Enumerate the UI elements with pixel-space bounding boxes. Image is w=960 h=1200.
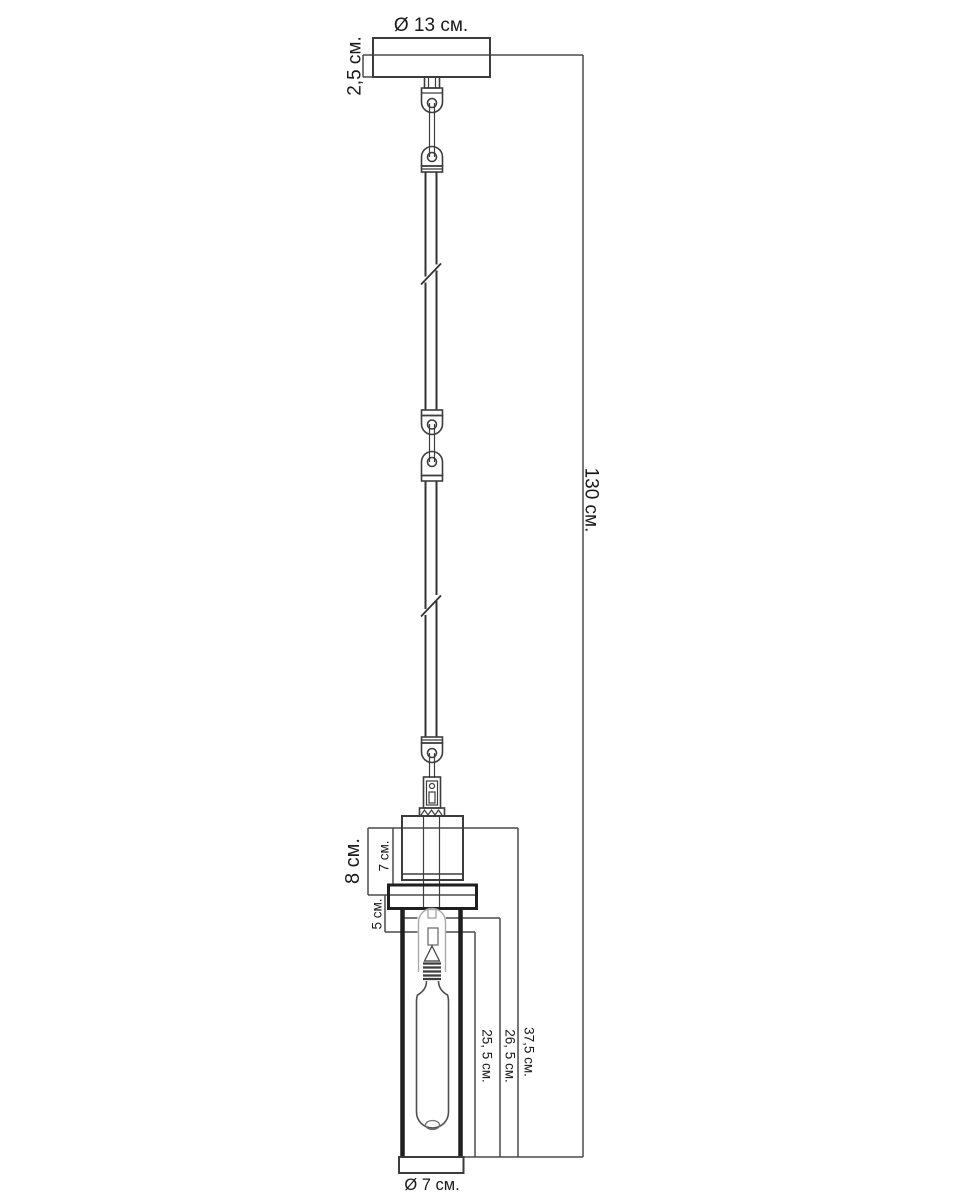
dim-label-neck-height: 5 см. (369, 898, 385, 930)
pivot-pin-icon (428, 420, 437, 429)
clevis-upper (422, 88, 443, 113)
canopy-flange (389, 885, 477, 909)
dim-label-suspension-length: 130 см. (580, 467, 602, 533)
lamp-canopy (402, 816, 463, 908)
lamp-socket-holder (419, 909, 446, 980)
dim-label-shade-diameter: Ø 7 см. (404, 1176, 460, 1194)
dim-label-glass-full-height: 26, 5 см. (502, 1029, 518, 1083)
ceiling-plate (373, 38, 490, 77)
light-bulb (417, 981, 449, 1130)
clevis-upper (422, 743, 443, 763)
bottom-swivel-joint (422, 737, 443, 778)
dim-label-canopy-height: 2,5 см. (344, 36, 366, 96)
socket-body (428, 928, 438, 945)
pivot-pin-icon (428, 99, 437, 108)
bulb-outline (417, 981, 449, 1128)
dim-label-cap-height: 8 см. (342, 838, 364, 884)
wire-entry (428, 910, 436, 919)
dim-label-canopy-diameter: Ø 13 см. (393, 15, 469, 36)
dim-label-glass-height: 25, 5 см. (479, 1029, 495, 1083)
canopy-outline (402, 816, 463, 880)
dim-label-body-height: 37,5 см. (521, 1027, 537, 1077)
ceiling-plate-outline (373, 38, 490, 77)
dimension-labels (342, 15, 601, 1194)
middle-swivel-joint (422, 410, 443, 481)
dim-label-cap-visible-height: 7 см. (376, 840, 392, 872)
socket-thread (423, 964, 441, 980)
socket-cone (425, 946, 440, 961)
pivot-pin-icon (428, 458, 437, 467)
pivot-pin-icon (428, 749, 437, 758)
clevis-lower (422, 147, 443, 167)
shade-bottom-cap (399, 1157, 464, 1173)
dimension-lines (363, 55, 583, 1157)
clevis-lower (422, 452, 443, 476)
rod-break-mark-lower (421, 596, 441, 617)
mount-nipple (425, 77, 440, 88)
stem-adapter (420, 777, 445, 816)
top-swivel-connector (422, 77, 443, 172)
rod-break-mark-upper (421, 264, 441, 285)
clevis-upper (422, 416, 443, 435)
pivot-pin-icon (428, 153, 437, 162)
